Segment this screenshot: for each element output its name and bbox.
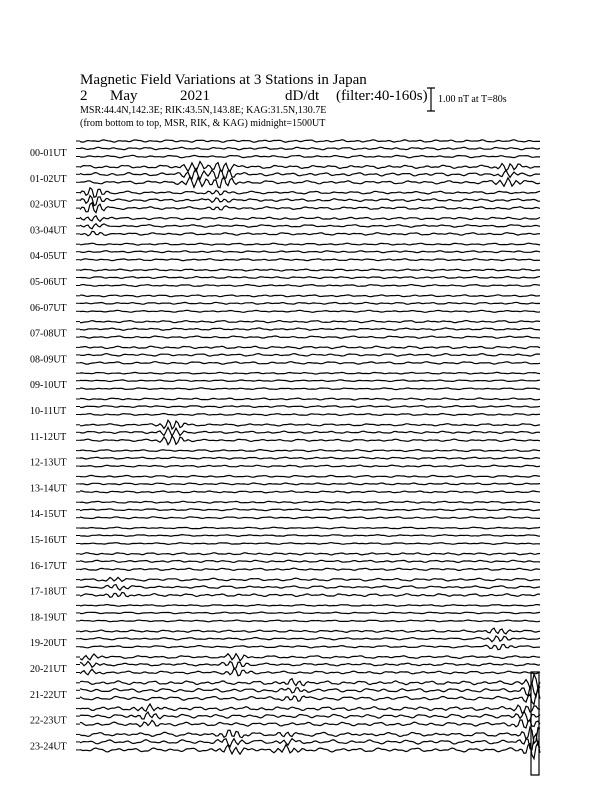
trace-row-14-15UT [30, 501, 540, 520]
trace-row-01-02UT [30, 162, 540, 188]
trace-RIK [80, 535, 540, 537]
trace-RIK [80, 196, 540, 206]
trace-MSR [80, 517, 540, 519]
row-label: 07-08UT [30, 328, 67, 340]
trace-MSR [80, 742, 540, 759]
row-label: 06-07UT [30, 302, 67, 314]
trace-KAG [80, 527, 540, 529]
trace-RIK [80, 509, 540, 511]
quantity-label: dD/dt [285, 88, 320, 104]
row-label: 23-24UT [30, 741, 67, 753]
filter-label: (filter:40-160s) [336, 88, 428, 104]
trace-KAG [80, 475, 540, 477]
row-label: 03-04UT [30, 225, 67, 237]
trace-MSR [80, 491, 540, 493]
row-label: 08-09UT [30, 354, 67, 366]
trace-KAG [80, 605, 540, 607]
trace-MSR [80, 436, 540, 445]
trace-MSR [80, 259, 540, 261]
trace-MSR [80, 388, 540, 390]
scale-bar [427, 88, 435, 111]
trace-MSR [80, 231, 540, 235]
trace-row-21-22UT [30, 674, 540, 704]
trace-RIK [80, 483, 540, 485]
date-day: 2 [80, 88, 88, 104]
trace-MSR [80, 644, 540, 649]
trace-KAG [80, 372, 540, 374]
trace-row-09-10UT [30, 372, 540, 391]
trace-MSR [80, 669, 540, 676]
trace-RIK [80, 328, 540, 330]
trace-MSR [80, 543, 540, 545]
trace-MSR [80, 465, 540, 467]
row-label: 12-13UT [30, 457, 67, 469]
row-label: 13-14UT [30, 483, 67, 495]
row-label: 18-19UT [30, 612, 67, 624]
trace-row-23-24UT [30, 727, 540, 758]
row-label: 11-12UT [30, 431, 67, 443]
trace-KAG [80, 162, 540, 172]
date-year: 2021 [180, 88, 210, 104]
trace-order-note: (from bottom to top, MSR, RIK, & KAG) midnight=1500UT [80, 118, 326, 129]
trace-KAG [80, 346, 540, 349]
trace-row-00-01UT [30, 140, 540, 159]
row-label: 14-15UT [30, 509, 67, 521]
trace-MSR [80, 568, 540, 570]
trace-row-15-16UT [30, 527, 540, 546]
trace-MSR [80, 592, 540, 597]
trace-row-18-19UT [30, 605, 540, 624]
trace-KAG [80, 450, 540, 452]
trace-RIK [80, 711, 540, 721]
row-label: 15-16UT [30, 535, 67, 546]
trace-row-07-08UT [30, 321, 540, 340]
trace-KAG [80, 420, 540, 429]
trace-MSR [80, 414, 540, 416]
trace-RIK [80, 147, 540, 150]
trace-row-19-20UT [30, 628, 540, 650]
trace-RIK [80, 734, 540, 750]
trace-MSR [80, 310, 540, 312]
trace-row-20-21UT [30, 654, 540, 676]
trace-KAG [80, 674, 540, 688]
trace-MSR [80, 720, 540, 728]
trace-RIK [80, 560, 540, 562]
trace-RIK [80, 169, 540, 180]
row-label: 02-03UT [30, 199, 67, 211]
trace-MSR [80, 362, 540, 364]
trace-RIK [80, 457, 540, 459]
trace-MSR [80, 203, 540, 213]
trace-KAG [80, 577, 540, 581]
trace-KAG [80, 321, 540, 323]
trace-KAG [80, 243, 540, 245]
scale-bar-label: 1.00 nT at T=80s [438, 94, 507, 105]
trace-KAG [80, 501, 540, 503]
date-month: May [110, 88, 138, 104]
trace-RIK [80, 224, 540, 229]
trace-RIK [80, 636, 540, 642]
trace-KAG [80, 654, 540, 661]
trace-KAG [80, 704, 540, 713]
trace-row-04-05UT [30, 243, 540, 262]
trace-RIK [80, 354, 540, 357]
trace-RIK [80, 682, 540, 696]
trace-MSR [80, 285, 540, 287]
trace-row-03-04UT [30, 216, 540, 237]
row-label: 10-11UT [30, 406, 67, 417]
trace-row-10-11UT [30, 398, 540, 417]
row-label: 20-21UT [30, 664, 67, 675]
trace-RIK [80, 380, 540, 382]
trace-row-17-18UT [30, 577, 540, 597]
trace-row-16-17UT [30, 553, 540, 572]
trace-RIK [80, 612, 540, 614]
trace-row-13-14UT [30, 475, 540, 494]
trace-row-22-23UT [30, 704, 540, 728]
trace-KAG [80, 188, 540, 197]
trace-KAG [80, 295, 540, 297]
trace-RIK [80, 661, 540, 668]
trace-RIK [80, 251, 540, 253]
trace-RIK [80, 427, 540, 436]
row-label: 17-18UT [30, 586, 67, 598]
trace-RIK [80, 302, 540, 304]
trace-KAG [80, 140, 540, 143]
row-label: 22-23UT [30, 715, 67, 727]
trace-row-05-06UT [30, 269, 540, 288]
row-label: 21-22UT [30, 689, 67, 701]
trace-row-08-09UT [30, 346, 540, 365]
trace-row-12-13UT [30, 450, 540, 469]
trace-MSR [80, 620, 540, 622]
trace-MSR [80, 336, 540, 338]
row-label: 01-02UT [30, 173, 67, 185]
trace-KAG [80, 398, 540, 400]
row-label: 04-05UT [30, 251, 67, 263]
trace-KAG [80, 216, 540, 222]
station-list: MSR:44.4N,142.3E; RIK:43.5N,143.8E; KAG:31.5N,130.7E [80, 105, 327, 116]
trace-row-02-03UT [30, 188, 540, 213]
trace-KAG [80, 269, 540, 271]
trace-KAG [80, 553, 540, 555]
trace-RIK [80, 585, 540, 591]
row-label: 19-20UT [30, 638, 67, 650]
trace-MSR [80, 177, 540, 188]
row-label: 05-06UT [30, 277, 67, 288]
chart-title: Magnetic Field Variations at 3 Stations in Japan [80, 72, 367, 88]
trace-MSR [80, 155, 540, 158]
trace-RIK [80, 277, 540, 279]
trace-row-11-12UT [30, 420, 540, 444]
row-label: 09-10UT [30, 380, 67, 392]
row-label: 16-17UT [30, 560, 67, 572]
trace-row-06-07UT [30, 295, 540, 314]
trace-RIK [80, 406, 540, 408]
row-label: 00-01UT [30, 148, 67, 159]
trace-KAG [80, 628, 540, 634]
